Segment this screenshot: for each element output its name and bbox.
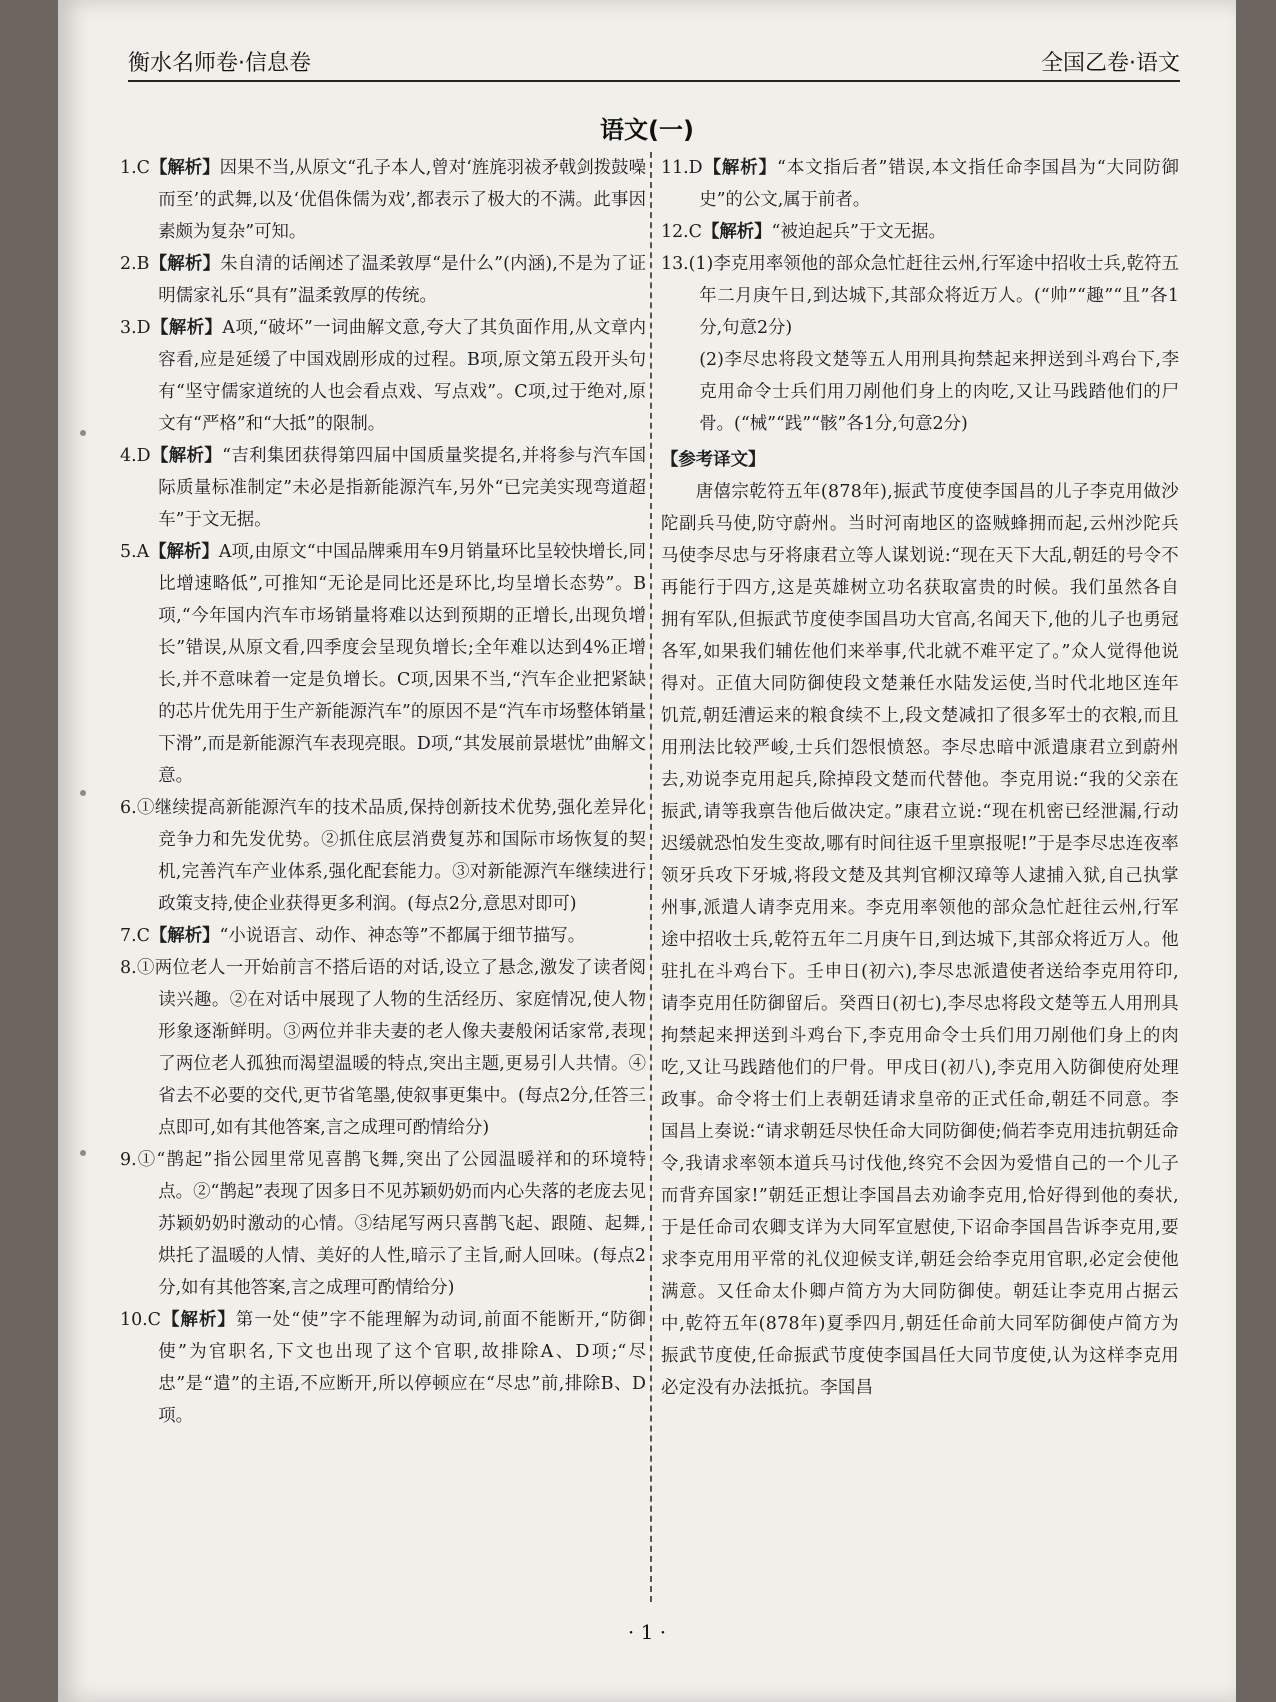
left-column (120, 152, 646, 1432)
reference-translation: 唐僖宗乾符五年(878年),振武节度使李国昌的儿子李克用做沙陀副兵马使,防守蔚州。当时河南地区的盗贼蜂拥而起,云州沙陀兵马使李尽忠与牙将康君立等人谋划说:“现在天下大乱,朝廷的号令不再能行于四方,这是英雄树立功名获取富贵的时候。我们虽然各自拥有军队,但振武节度使李国昌功大官高,名闻天下,他的儿子也勇冠各军,如果我们辅佐他们来举事,代北就不难平定了。”众人觉得他说得对。正值大同防御使段文楚兼任水陆发运使,当时代北地区连年饥荒,朝廷漕运来的粮食续不上,段文楚减扣了很多军士的衣粮,而且用刑法比较严峻,士兵们怨恨愤怒。李尽忠暗中派遣康君立到蔚州去,劝说李克用起兵,除掉段文楚而代替他。李克用说:“我的父亲在振武,请等我禀告他后做决定。”康君立说:“现在机密已经泄漏,行动迟缓就恐怕发生变故,哪有时间往返千里禀报呢!”于是李尽忠连夜率领牙兵攻下牙城,将段文楚及其判官柳汉璋等人逮捕入狱,自己执掌州事,派遣人请李克用来。李克用率领他的部众急忙赶往云州,行军途中招收士兵,乾符五年二月庚午日,到达城下,其部众将近万人。他驻扎在斗鸡台下。壬申日(初六),李尽忠派遣使者送给李克用符印,请李克用任防御留后。癸酉日(初七),李尽忠将段文楚等五人用刑具拘禁起来押送到斗鸡台下,李克用命令士兵们用刀剐他们身上的肉吃,又让马践踏他们的尸骨。甲戌日(初八),李克用入防御使府处理政事。命令将士们上表朝廷请求皇帝的正式任命,朝廷不同意。李国昌上奏说:“请求朝廷尽快任命大同防御使;倘若李克用违抗朝廷命令,我请求率领本道兵马讨伐他,终究不会因为爱惜自己的一个儿子而背弃国家!”朝廷正想让李国昌去劝谕李克用,恰好得到他的奏状,于是任命司农卿支详为大同军宣慰使,下诏命李国昌告诉李克用,要求李克用用平常的礼仪迎候支详,朝廷会给李克用官职,必定会使他满意。又任命太仆卿卢简方为大同防御使。朝廷让李克用占据云中,乾符五年(878年)夏季四月,朝廷任命前大同军防御使卢简方为振武节度使,任命振武节度使李国昌任大同节度使,认为这样李克用必定没有办法抵抗。李国昌 (661, 482, 1179, 1398)
page-header (128, 40, 1180, 82)
answer-item: 3.D【解析】A项,“破坏”一词曲解文意,夸大了其负面作用,从文章内容看,应是延缓了中国戏剧形成的过程。B项,原文第五段开头句有“坚守儒家道统的人也会看点戏、写点戏”。C项,过于绝对,原文有“严格”和“大抵”的限制。 (120, 318, 646, 434)
exam-subject: 全国乙卷·语文 (1041, 51, 1180, 76)
answer-item: 10.C【解析】第一处“使”字不能理解为动词,前面不能断开,“防御使”为官职名,下文也出现了这个官职,故排除A、D项;“尽忠”是“遣”的主语,不应断开,所以停顿应在“尽忠”前,排除B、D项。 (120, 1310, 646, 1426)
answer-item: 12.C【解析】“被迫起兵”于文无据。 (661, 222, 946, 242)
answer-item: 6.①继续提高新能源汽车的技术品质,保持创新技术优势,强化差异化竞争力和先发优势。②抓住底层消费复苏和国际市场恢复的契机,完善汽车产业体系,强化配套能力。③对新能源汽车继续进行政策支持,使企业获得更多利润。(每点2分,意思对即可) (120, 798, 646, 914)
answer-sheet-page (58, 0, 1236, 1702)
right-column (661, 152, 1179, 1404)
page-number: · 1 · (627, 1620, 667, 1644)
series-title: 衡水名师卷·信息卷 (128, 51, 311, 76)
reference-heading: 【参考译文】 (661, 450, 766, 470)
page-title: 语文(一) (600, 116, 694, 144)
answer-item: 4.D【解析】“吉利集团获得第四届中国质量奖提名,并将参与汽车国际质量标准制定”未必是指新能源汽车,另外“已完美实现弯道超车”于文无据。 (120, 446, 646, 530)
answer-item: 11.D【解析】“本文指后者”错误,本文指任命李国昌为“大同防御史”的公文,属于前者。 (661, 158, 1179, 210)
answer-item: 2.B【解析】朱自清的话阐述了温柔敦厚“是什么”(内涵),不是为了证明儒家礼乐“具有”温柔敦厚的传统。 (120, 254, 646, 306)
answer-subitem: (2)李尽忠将段文楚等五人用刑具拘禁起来押送到斗鸡台下,李克用命令士兵们用刀剐他们身上的肉吃,又让马践踏他们的尸骨。(“械”“践”“骸”各1分,句意2分) (699, 350, 1179, 434)
answer-item: 1.C【解析】因果不当,从原文“孔子本人,曾对‘旌旄羽祓矛戟剑拨鼓噪而至’的武舞,以及‘优倡侏儒为戏’,都表示了极大的不满。此事因素颇为复杂”可知。 (120, 158, 646, 242)
answer-item: 13.(1)李克用率领他的部众急忙赶往云州,行军途中招收士兵,乾符五年二月庚午日,到达城下,其部众将近万人。(“帅”“趣”“且”各1分,句意2分) (661, 254, 1179, 338)
answer-item: 5.A【解析】A项,由原文“中国品牌乘用车9月销量环比呈较快增长,同比增速略低”,可推知“无论是同比还是环比,均呈增长态势”。B项,“今年国内汽车市场销量将难以达到预期的正增长,出现负增长”错误,从原文看,四季度会呈现负增长;全年难以达到4%正增长,并不意味着一定是负增长。C项,因果不当,“汽车企业把紧缺的芯片优先用于生产新能源汽车”的原因不是“汽车市场整体销量下滑”,而是新能源汽车表现亮眼。D项,“其发展前景堪忧”曲解文意。 (120, 542, 646, 786)
column-divider (650, 152, 652, 1602)
answer-item: 7.C【解析】“小说语言、动作、神态等”不都属于细节描写。 (120, 926, 586, 946)
answer-item: 8.①两位老人一开始前言不搭后语的对话,设立了悬念,激发了读者阅读兴趣。②在对话中展现了人物的生活经历、家庭情况,使人物形象逐渐鲜明。③两位并非夫妻的老人像夫妻般闲话家常,表现了两位老人孤独而渴望温暖的特点,突出主题,更易引人共情。④省去不必要的交代,更节省笔墨,使叙事更集中。(每点2分,任答三点即可,如有其他答案,言之成理可酌情给分) (120, 958, 646, 1138)
answer-item: 9.①“鹊起”指公园里常见喜鹊飞舞,突出了公园温暖祥和的环境特点。②“鹊起”表现了因多日不见苏颖奶奶而内心失落的老庞去见苏颖奶奶时激动的心情。③结尾写两只喜鹊飞起、跟随、起舞,烘托了温暖的人情、美好的人性,暗示了主旨,耐人回味。(每点2分,如有其他答案,言之成理可酌情给分) (120, 1150, 646, 1298)
staple-holes (80, 430, 88, 1330)
